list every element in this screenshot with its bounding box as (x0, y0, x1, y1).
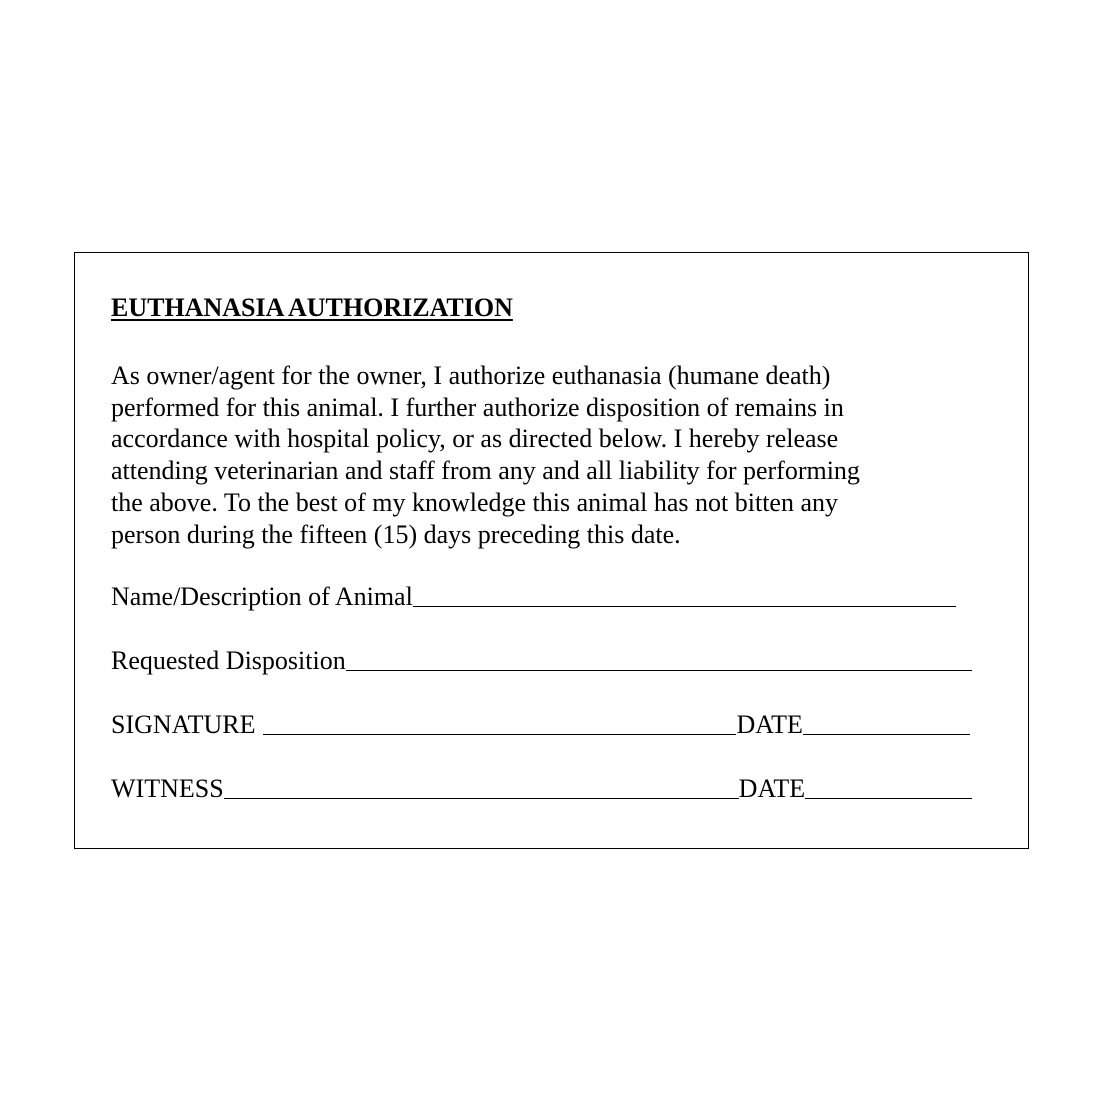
disposition-field-label: Requested Disposition (111, 646, 346, 675)
statement-line: accordance with hospital policy, or as directed below. I hereby release (111, 424, 839, 454)
statement-line: person during the fifteen (15) days preceding this date. (111, 519, 681, 549)
authorization-form-card (74, 252, 1029, 849)
signature-date-blank[interactable] (803, 733, 970, 735)
disposition-field-row (111, 646, 972, 676)
statement-line: the above. To the best of my knowledge this animal has not bitten any (111, 487, 838, 517)
animal-field-label: Name/Description of Animal (111, 582, 413, 611)
statement-line: performed for this animal. I further authorize disposition of remains in (111, 392, 844, 422)
animal-field-row (111, 582, 956, 612)
animal-field-blank[interactable] (413, 605, 956, 607)
signature-date-label: DATE (736, 710, 803, 739)
signature-field-row (111, 710, 970, 740)
witness-date-blank[interactable] (805, 797, 972, 799)
signature-field-label: SIGNATURE (111, 710, 256, 739)
statement-line: attending veterinarian and staff from any and all liability for performing (111, 456, 860, 486)
witness-date-label: DATE (738, 774, 806, 803)
disposition-field-blank[interactable] (346, 669, 972, 671)
witness-field-row (111, 774, 972, 804)
form-title: EUTHANASIA AUTHORIZATION (111, 293, 513, 322)
authorization-statement (111, 360, 971, 550)
statement-line: As owner/agent for the owner, I authorize euthanasia (humane death) (111, 361, 831, 390)
signature-field-blank[interactable] (263, 733, 736, 735)
witness-field-label: WITNESS (111, 774, 224, 803)
witness-field-blank[interactable] (224, 797, 739, 799)
